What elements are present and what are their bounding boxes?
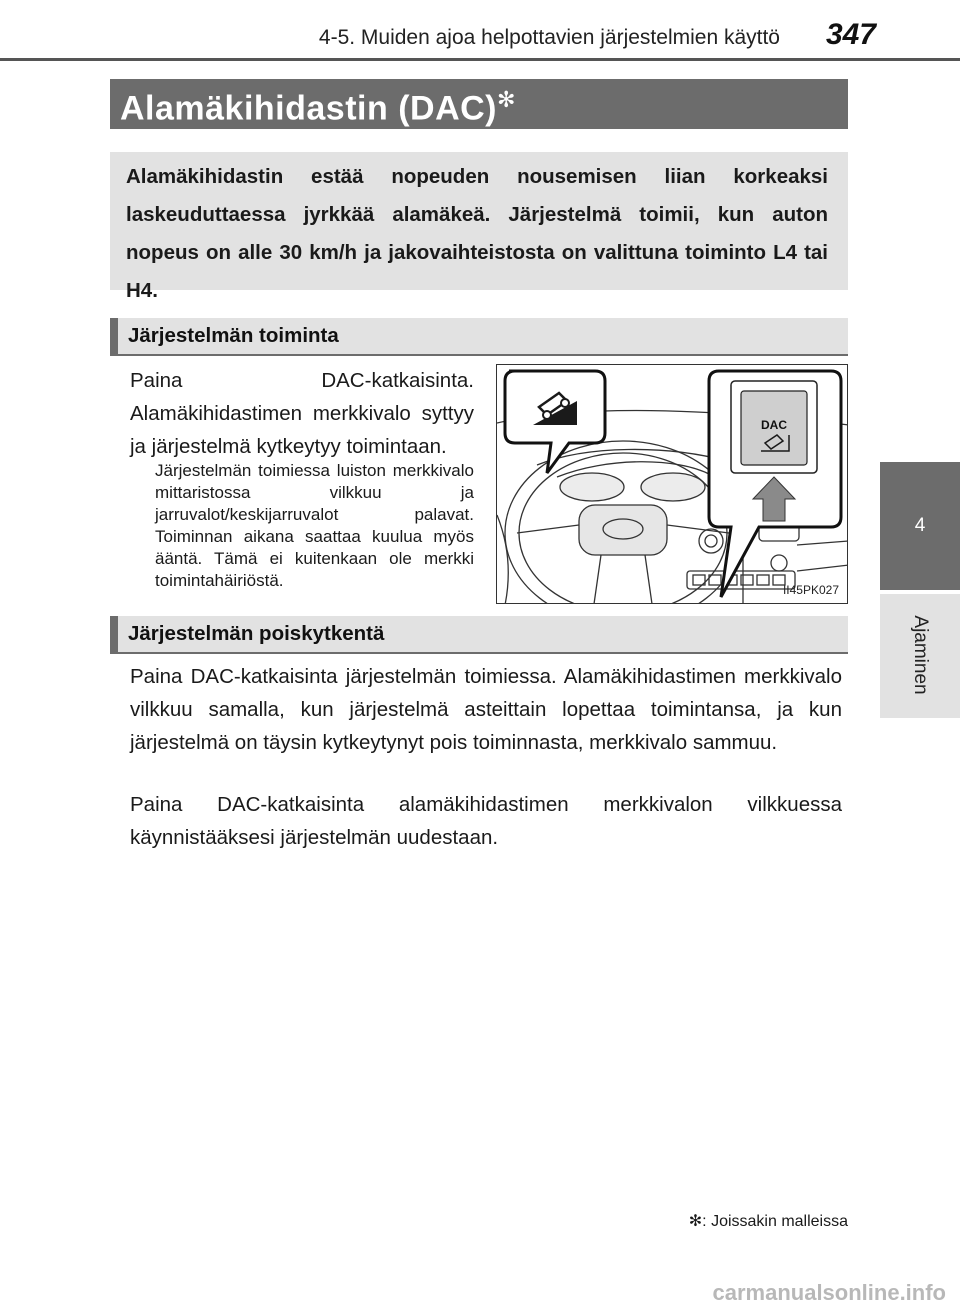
section-title: Järjestelmän toiminta	[128, 324, 339, 347]
header-rule	[0, 58, 960, 61]
section-title: Järjestelmän poiskytkentä	[128, 622, 385, 645]
operation-note: Järjestelmän toimiessa luiston merkkivalo mittaristossa vilkkuu ja jarruvalot/keskijarruvalot palavat. Toiminnan aikana saattaa kuulua myös ääntä. Tämä ei kuitenkaan ole merkki toimintahäiriöstä.	[155, 461, 474, 590]
dac-button-label: DAC	[761, 418, 787, 432]
footnote-text: : Joissakin malleissa	[702, 1213, 848, 1230]
section-heading-operation	[110, 318, 848, 356]
asterisk-icon: ✻	[497, 87, 516, 112]
intro-text: Alamäkihidastin estää nopeuden nousemisen liian korkeaksi laskeuduttaessa jyrkkää alamäkeä. Järjestelmä toimii, kun auton nopeus on alle 30 km/h ja jakovaihteistosta on valittuna toiminto L4 tai H4.	[126, 165, 828, 302]
intro-box	[110, 152, 848, 302]
section-heading-disable	[110, 616, 848, 654]
page-title	[120, 87, 516, 128]
disable-paragraph-1: Paina DAC-katkaisinta järjestelmän toimiessa. Alamäkihidastimen merkkivalo vilkkuu samalla, kun järjestelmä asteittain lopettaa toimintansa, ja kun järjestelmä on täysin kytkeytynyt pois toiminnasta, merkkivalo sammuu.	[130, 665, 842, 754]
title-bar	[110, 79, 848, 129]
section-marker	[110, 616, 118, 652]
footnote	[689, 1211, 848, 1231]
chapter-number: 4	[914, 515, 926, 536]
asterisk-icon: ✻	[688, 1213, 703, 1230]
page-title-text: Alamäkihidastin (DAC)	[120, 89, 497, 128]
dac-switch-illustration	[496, 364, 848, 604]
chapter-label: Ajaminen	[910, 615, 931, 695]
header-section-title: 4-5. Muiden ajoa helpottavien järjestelmien käyttö	[318, 26, 780, 49]
figure-code: II45PK027	[782, 583, 839, 597]
dashboard-drawing	[497, 365, 848, 604]
section-marker	[110, 318, 118, 354]
operation-body: Paina DAC-katkaisinta. Alamäkihidastimen merkkivalo syttyy ja järjestelmä kytkeytyy toimintaan.	[130, 369, 474, 458]
disable-paragraph-2: Paina DAC-katkaisinta alamäkihidastimen merkkivalon vilkkuessa käynnistääksesi järjestelmän uudestaan.	[130, 793, 842, 849]
watermark: carmanualsonline.info	[712, 1280, 946, 1305]
page-number: 347	[825, 18, 876, 51]
